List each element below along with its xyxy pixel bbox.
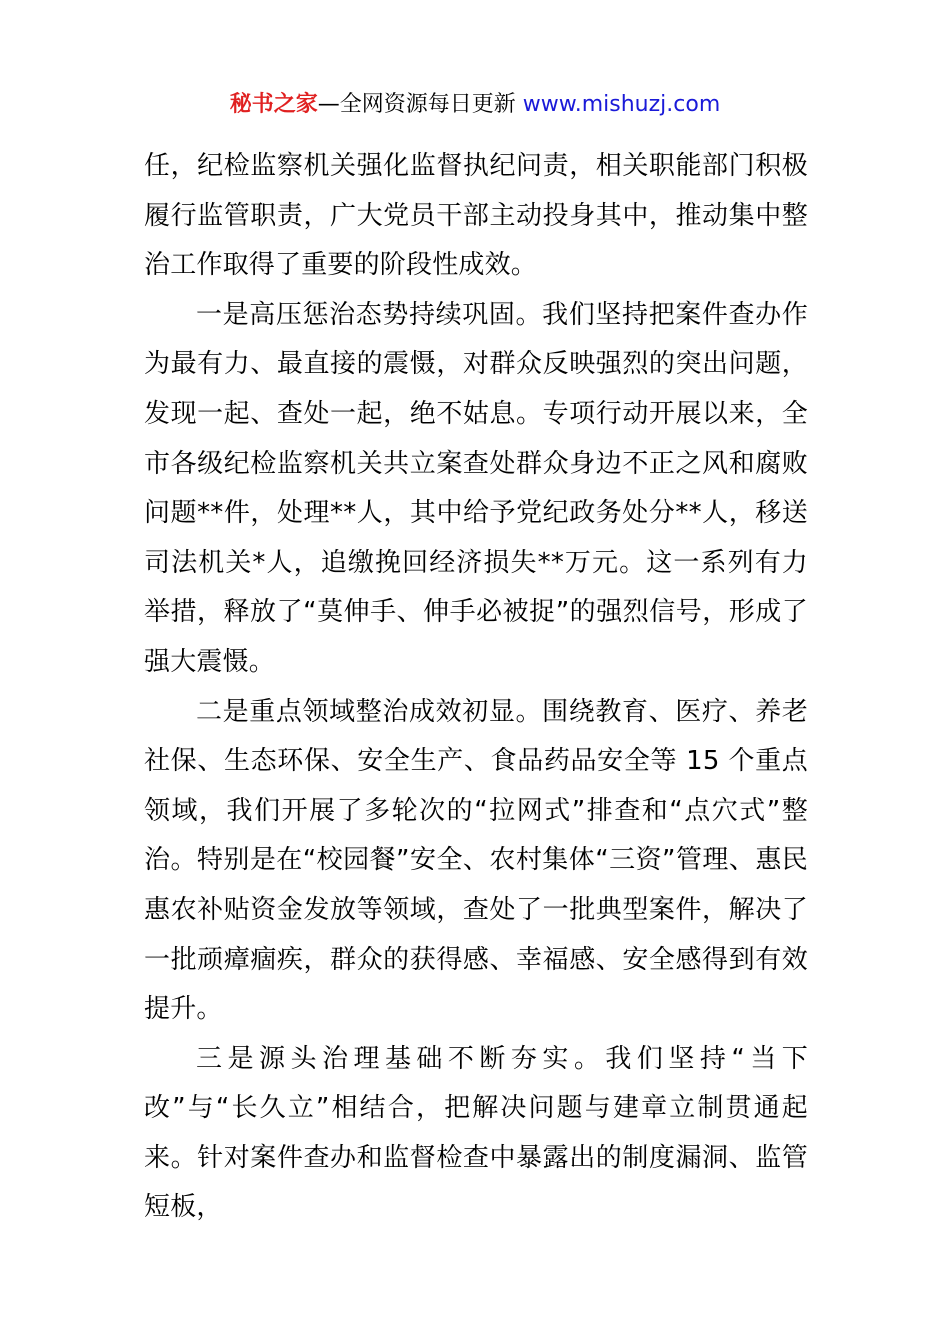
paragraph-point-three: 三是源头治理基础不断夯实。我们坚持“当下改”与“长久立”相结合，把解决问题与建章立制贯通起来。针对案件查办和监督检查中暴露出的制度漏洞、监管短板，	[144, 1043, 808, 1223]
paragraph-continuation: 任，纪检监察机关强化监督执纪问责，相关职能部门积极履行监管职责，广大党员干部主动投身其中，推动集中整治工作取得了重要的阶段性成效。	[144, 151, 808, 281]
document-body	[144, 142, 808, 1233]
paragraph-point-two: 二是重点领域整治成效初显。围绕教育、医疗、养老社保、生态环保、安全生产、食品药品安全等 15 个重点领域，我们开展了多轮次的“拉网式”排查和“点穴式”整治。特别是在“校园餐”安全、农村集体“三资”管理、惠民惠农补贴资金发放等领域，查处了一批典型案件，解决了一批顽瘴痼疾，群众的获得感、幸福感、安全感得到有效提升。	[144, 696, 808, 1025]
page-header	[0, 88, 950, 122]
header-brand: 秘书之家	[229, 92, 318, 117]
header-url-link[interactable]: www.mishuzj.com	[522, 92, 721, 117]
header-tagline: —全网资源每日更新	[317, 92, 523, 117]
paragraph-point-one: 一是高压惩治态势持续巩固。我们坚持把案件查办作为最有力、最直接的震慑，对群众反映强烈的突出问题，发现一起、查处一起，绝不姑息。专项行动开展以来，全市各级纪检监察机关共立案查处群众身边不正之风和腐败问题**件，处理**人，其中给予党纪政务处分**人，移送司法机关*人，追缴挽回经济损失**万元。这一系列有力举措，释放了“莫伸手、伸手必被捉”的强烈信号，形成了强大震慑。	[144, 299, 808, 677]
